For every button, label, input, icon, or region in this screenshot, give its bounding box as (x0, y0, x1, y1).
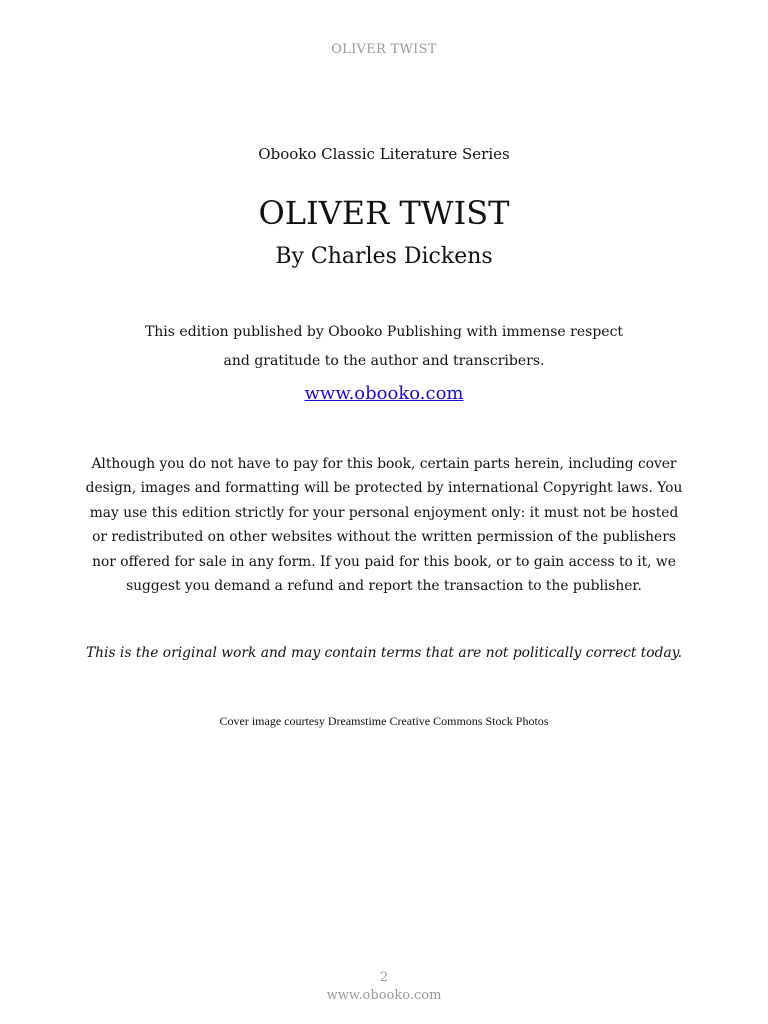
copyright-notice: Although you do not have to pay for this book, certain parts herein, including cover design, images and formatting will be protected by international Copyright laws. You may use this edition strictly for your personal enjoyment only: it must not be hosted or redistributed on other websites without the written permission of the publishers nor offered for sale in any form. If you paid for this book, or to gain access to it, we suggest you demand a refund and report the transaction to the publisher. (85, 456, 683, 595)
website-link-container (0, 383, 768, 404)
edition-line-1: This edition published by Obooko Publishing with immense respect (144, 324, 624, 340)
edition-line-2: and gratitude to the author and transcribers. (223, 353, 545, 369)
edition-statement (0, 318, 768, 376)
cover-credit: Cover image courtesy Dreamstime Creative Commons Stock Photos (219, 714, 549, 728)
book-title: OLIVER TWIST (258, 194, 510, 232)
content-notice: This is the original work and may contain terms that are not politically correct today. (85, 645, 683, 661)
book-author: By Charles Dickens (275, 244, 493, 269)
footer-url: www.obooko.com (326, 988, 442, 1003)
website-link[interactable]: www.obooko.com (304, 383, 464, 404)
series-name: Obooko Classic Literature Series (258, 145, 510, 163)
page-number: 2 (379, 970, 389, 985)
running-header: OLIVER TWIST (331, 42, 437, 57)
